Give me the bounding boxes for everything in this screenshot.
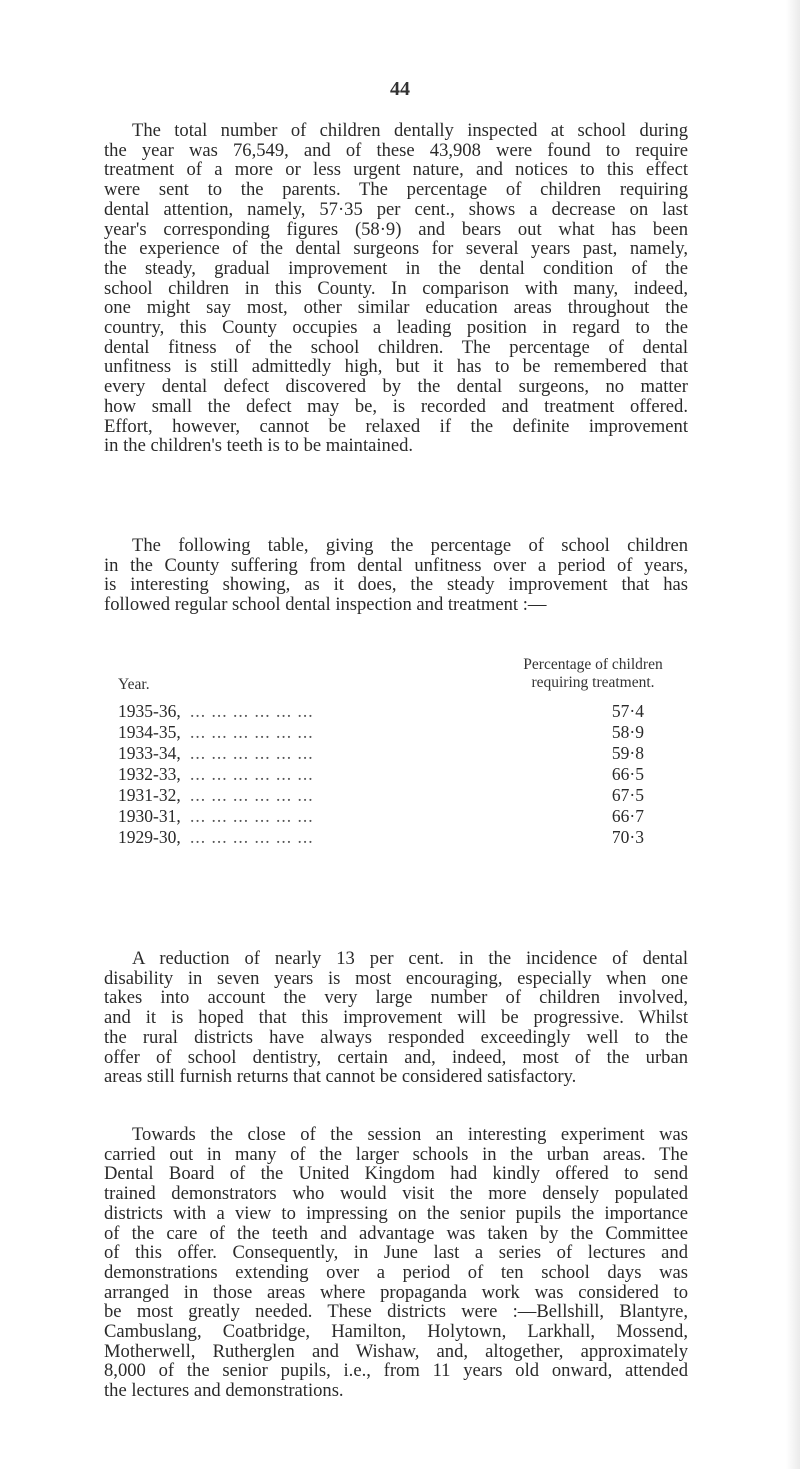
text-line: year's corresponding figures (58·9) and bears out what has been (104, 218, 688, 240)
text-line: the lectures and demonstrations. (104, 1380, 344, 1402)
text-line: in the children's teeth is to be maintained. (104, 435, 414, 457)
text-line: followed regular school dental inspection and treatment :— (104, 594, 547, 616)
year-cell: 1933-34, (118, 743, 181, 763)
text-line: be most greatly needed. These districts were :—Bellshill, Blantyre, (104, 1301, 688, 1323)
text-line: the rural districts have always responded exceedingly well to the (104, 1026, 688, 1048)
year-cell: 1929-30, (118, 827, 181, 847)
text-line: Cambuslang, Coatbridge, Hamilton, Holytown, Larkhall, Mossend, (104, 1321, 688, 1343)
text-line: Effort, however, cannot be relaxed if the definite improvement (104, 415, 688, 437)
paragraph-inspection-summary (104, 121, 688, 456)
year-cell: 1934-35, (118, 722, 181, 742)
year-cell: 1932-33, (118, 764, 181, 784)
percentage-cell: 57·4 (611, 701, 644, 721)
text-line: Dental Board of the United Kingdom had kindly offered to send (104, 1163, 688, 1185)
page-edge-shadow (786, 0, 800, 1469)
percentage-header-line-2: requiring treatment. (531, 674, 655, 691)
text-line: Motherwell, Rutherglen and Wishaw, and, altogether, approximately (104, 1340, 688, 1362)
text-line: every dental defect discovered by the dental surgeons, no matter (104, 376, 688, 398)
text-line: areas still furnish returns that cannot be considered satisfactory. (104, 1066, 577, 1088)
percentage-cell: 58·9 (611, 722, 644, 742)
text-line: and it is hoped that this improvement will be progressive. Whilst (104, 1007, 688, 1029)
percentage-header-line-1: Percentage of children (523, 656, 663, 673)
leader-dots: ... ... ... ... ... ... (190, 722, 314, 742)
table-row (118, 701, 688, 722)
page-number: 44 (390, 78, 410, 100)
text-line: districts with a view to impressing on the senior pupils the importance (104, 1202, 688, 1224)
table-row (118, 785, 688, 806)
text-line: dental fitness of the school children. The percentage of dental (104, 336, 688, 358)
percentage-column-header (498, 656, 688, 692)
text-line: takes into account the very large number of children involved, (104, 987, 688, 1009)
text-line: offer of school dentistry, certain and, indeed, most of the urban (104, 1046, 688, 1068)
text-line: of this offer. Consequently, in June last a series of lectures and (104, 1242, 688, 1264)
text-line: The total number of children dentally inspected at school during (132, 120, 688, 141)
text-line: treatment of a more or less urgent nature, and notices to this effect (104, 159, 688, 181)
paragraph-table-intro (104, 536, 688, 615)
percentage-cell: 66·5 (611, 764, 644, 784)
text-line: is interesting showing, as it does, the steady improvement that has (104, 574, 688, 596)
percentage-cell: 59·8 (611, 743, 644, 763)
year-cell: 1930-31, (118, 806, 181, 826)
text-line: Towards the close of the session an interesting experiment was (132, 1124, 688, 1145)
percentage-cell: 66·7 (611, 806, 644, 826)
leader-dots: ... ... ... ... ... ... (190, 764, 314, 784)
text-line: unfitness is still admittedly high, but it has to be remembered that (104, 356, 688, 378)
text-line: one might say most, other similar education areas throughout the (104, 297, 688, 319)
text-line: country, this County occupies a leading position in regard to the (104, 317, 688, 339)
leader-dots: ... ... ... ... ... ... (190, 785, 314, 805)
table-row (118, 827, 688, 848)
table-row (118, 764, 688, 785)
text-line: how small the defect may be, is recorded and treatment offered. (104, 395, 688, 417)
leader-dots: ... ... ... ... ... ... (190, 827, 314, 847)
text-line: the experience of the dental surgeons for several years past, namely, (104, 238, 688, 260)
table-body (118, 701, 688, 848)
text-line: of the care of the teeth and advantage was taken by the Committee (104, 1222, 688, 1244)
percentage-cell: 67·5 (611, 785, 644, 805)
leader-dots: ... ... ... ... ... ... (190, 743, 314, 763)
text-line: trained demonstrators who would visit the more densely populated (104, 1183, 688, 1205)
text-line: arranged in those areas where propaganda work was considered to (104, 1281, 688, 1303)
year-column-header: Year. (118, 676, 150, 693)
leader-dots: ... ... ... ... ... ... (190, 806, 314, 826)
text-line: in the County suffering from dental unfitness over a period of years, (104, 554, 688, 576)
year-cell: 1935-36, (118, 701, 181, 721)
text-line: dental attention, namely, 57·35 per cent., shows a decrease on last (104, 198, 688, 220)
text-line: carried out in many of the larger schools in the urban areas. The (104, 1143, 688, 1165)
paragraph-reduction (104, 949, 688, 1087)
text-line: disability in seven years is most encouraging, especially when one (104, 967, 688, 989)
percentage-cell: 70·3 (611, 827, 644, 847)
leader-dots: ... ... ... ... ... ... (190, 701, 314, 721)
text-line: were sent to the parents. The percentage of children requiring (104, 179, 688, 201)
text-line: school children in this County. In comparison with many, indeed, (104, 277, 688, 299)
paragraph-lectures-experiment (104, 1125, 688, 1401)
text-line: the steady, gradual improvement in the dental condition of the (104, 257, 688, 279)
text-line: 8,000 of the senior pupils, i.e., from 11 years old onward, attended (104, 1360, 688, 1382)
table-row (118, 722, 688, 743)
text-line: The following table, giving the percentage of school children (132, 535, 688, 556)
table-row (118, 806, 688, 827)
text-line: the year was 76,549, and of these 43,908 were found to require (104, 139, 688, 161)
table-row (118, 743, 688, 764)
year-cell: 1931-32, (118, 785, 181, 805)
text-line: demonstrations extending over a period of ten school days was (104, 1261, 688, 1283)
text-line: A reduction of nearly 13 per cent. in the incidence of dental (132, 948, 688, 969)
